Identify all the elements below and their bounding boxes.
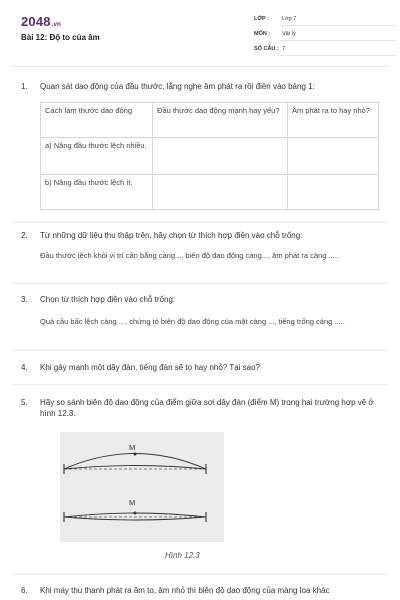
logo-suffix: .vn [51,22,62,28]
question-divider [12,574,388,575]
table-cell: a) Nâng đầu thước lệch nhiều. [41,138,153,175]
meta-subject-label: MÔN : [254,31,271,37]
question-number: 5. [21,398,28,407]
question-divider [12,384,388,385]
question-3-fill-in: Quả cầu bấc lệch càng ..., chứng tỏ biên độ dao động của mặt càng ..., tiếng trống càng ..... [40,317,345,326]
question-text: Từ những dữ liệu thu thập trên, hãy chọn từ thích hợp điền vào chỗ trống: [40,231,303,240]
question-number: 2. [21,231,28,240]
table-cell-answer[interactable] [288,175,379,210]
question-text: Quan sát dao động của đầu thước, lắng nghe âm phát ra rồi điền vào bảng 1: [40,82,315,91]
question-number: 3. [21,295,28,304]
question-text: Khi gảy mạnh một dây đàn, tiếng đàn sẽ to hay nhỏ? Tại sao? [40,363,260,372]
question-text: Chọn từ thích hợp điền vào chỗ trống: [40,295,176,304]
figure-caption: Hình 12.3 [165,551,200,560]
question-number: 4. [21,363,28,372]
lesson-title: Bài 12: Độ to của âm [21,33,100,42]
string-vibration-figure [60,432,224,542]
meta-count-value: 7 [282,46,286,52]
table-cell-answer[interactable] [153,175,288,210]
table-header-row [41,103,379,138]
table-row [41,138,379,175]
meta-class-label: LỚP : [254,16,269,22]
figure-12-3-drawing [60,432,224,542]
logo-main: 2048 [21,14,51,29]
string-large-amplitude [64,453,206,475]
table-header-cell: Cách làm thước dao động [41,103,153,138]
question-divider [12,350,388,351]
question-number: 6. [21,586,28,595]
table-cell-answer[interactable] [288,138,379,175]
meta-underline [280,40,396,41]
meta-count-label: SỐ CÂU : [254,46,279,52]
point-m-label-bottom: M [129,498,136,507]
question-divider [12,283,388,284]
observation-table [40,102,379,210]
meta-class-value: Lớp 7 [282,16,297,22]
question-divider [12,222,388,223]
page-header [0,0,400,62]
meta-underline [280,55,396,56]
meta-underline [280,25,396,26]
table-cell: b) Nâng đầu thước lệch ít. [41,175,153,210]
table-cell-answer[interactable] [153,138,288,175]
question-number: 1. [21,82,28,91]
question-text: Hãy so sánh biên độ dao động của điểm giữa sợi dây đàn (điểm M) trong hai trường hợp vẽ ở hình 12.3. [40,398,374,418]
question-text: Khi máy thu thanh phát ra âm to, âm nhỏ thì biên độ dao động của màng loa khác [40,586,330,595]
table-row [41,175,379,210]
table-header-cell: Đầu thước dao động mạnh hay yếu? [153,103,288,138]
site-logo[interactable] [21,14,61,29]
header-divider [12,66,388,67]
table-header-cell: Âm phát ra to hay nhỏ? [288,103,379,138]
point-m-label-top: M [129,443,136,452]
question-2-fill-in: Đầu thước lệch khỏi vị trí cân bằng càng..., biên độ dao động càng..., âm phát ra càng ..... [40,251,339,260]
string-small-amplitude [64,512,206,523]
meta-subject-value: Vật lý [282,31,296,37]
